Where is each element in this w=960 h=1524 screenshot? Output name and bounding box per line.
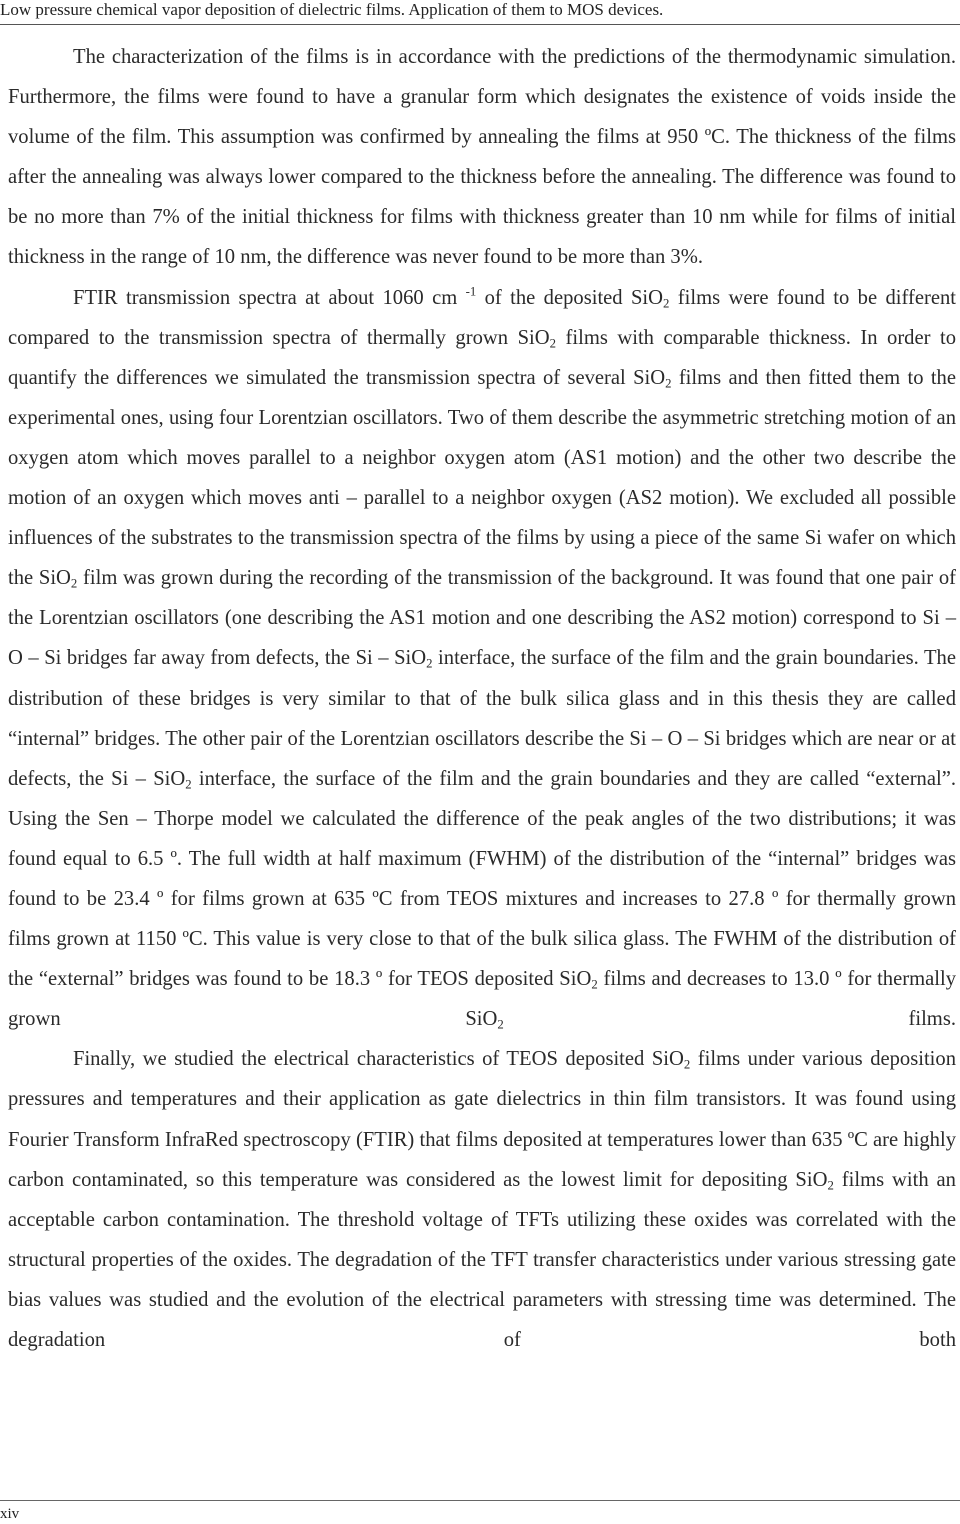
paragraph <box>8 1039 956 1360</box>
text-run: of the deposited SiO <box>476 286 664 309</box>
superscript: -1 <box>465 284 477 299</box>
text-run: films were found to be different compared to the transmission spectra of thermally grown SiO <box>8 286 956 349</box>
text-run: films with an acceptable carbon contamination. The threshold voltage of TFTs utilizing these oxides was correlated with the structural properties of the oxides. The degradation of the TFT transfer characteristics under various stressing gate bias values was studied and the evolution of the electrical parameters with stressing time was determined. The degradation of both <box>8 1168 956 1351</box>
paragraph <box>8 37 956 278</box>
text-run: films under various deposition pressures and temperatures and their application as gate dielectrics in thin film transistors. It was found using Fourier Transform InfraRed spectroscopy (FTIR) that films deposited at temperatures lower than 635 ºC are highly carbon contaminated, so this temperature was considered as the lowest limit for depositing SiO <box>8 1048 956 1191</box>
text-run: film was grown during the recording of the transmission of the background. It was found that one pair of the Lorentzian oscillators (one describing the AS1 motion and one describing the AS2 motion) correspond to Si – O – Si bridges far away from defects, the Si – SiO <box>8 567 957 670</box>
subscript: 2 <box>70 576 78 591</box>
text-run: The characterization of the films is in accordance with the predictions of the thermodynamic simulation. Furthermore, the films were found to have a granular form which designates the existence of voids inside the volume of the film. This assumption was confirmed by annealing the films at 950 ºC. The thickness of the films after the annealing was always lower compared to the thickness before the annealing. The difference was found to be no more than 7% of the initial thickness for films with thickness greater than 10 nm while for films of initial thickness in the range of 10 nm, the difference was never found to be more than 3%. <box>8 46 956 269</box>
paragraph <box>8 278 956 1040</box>
footer-divider <box>0 1500 960 1501</box>
text-run: FTIR transmission spectra at about 1060 cm <box>73 286 466 309</box>
subscript: 2 <box>683 1057 691 1072</box>
text-run: films and then fitted them to the experimental ones, using four Lorentzian oscillators. Two of them describe the asymmetric stretching motion of an oxygen atom which moves parallel to a neighbor oxygen atom (AS1 motion) and the other two describe the motion of an oxygen which moves anti – parallel to a neighbor oxygen (AS2 motion). We excluded all possible influences of the substrates to the transmission spectra of the films by using a piece of the same Si wafer on which the SiO <box>8 366 956 590</box>
subscript: 2 <box>426 656 433 671</box>
text-run: Finally, we studied the electrical characteristics of TEOS deposited SiO <box>73 1048 684 1071</box>
text-run: films with comparable thickness. In order to quantify the differences we simulated the transmission spectra of several SiO <box>8 326 956 389</box>
subscript: 2 <box>185 777 192 792</box>
header-divider <box>0 24 960 25</box>
subscript: 2 <box>591 977 598 992</box>
subscript: 2 <box>665 376 672 391</box>
subscript: 2 <box>549 336 557 351</box>
text-run: interface, the surface of the film and the grain boundaries. The distribution of these bridges is very similar to that of the bulk silica glass and in this thesis they are called “internal” bridges. The other pair of the Lorentzian oscillators describe the Si – O – Si bridges which are near or at defects, the Si – SiO <box>8 647 956 790</box>
text-run: interface, the surface of the film and the grain boundaries and they are called “external”. Using the Sen – Thorpe model we calculated the difference of the peak angles of the two distributions; it was found equal to 6.5 º. The full width at half maximum (FWHM) of the distribution of the “internal” bridges was found to be 23.4 º for films grown at 635 ºC from TEOS mixtures and increases to 27.8 º for thermally grown films grown at 1150 ºC. This value is very close to that of the bulk silica glass. The FWHM of the distribution of the “external” bridges was found to be 18.3 º for TEOS deposited SiO <box>8 767 957 991</box>
page-number: xiv <box>0 1506 20 1522</box>
body-text <box>8 37 956 1360</box>
text-run: films. <box>503 1008 956 1031</box>
running-header-title: Low pressure chemical vapor deposition of dielectric films. Application of them to MOS devices. <box>0 0 664 19</box>
subscript: 2 <box>497 1017 504 1032</box>
subscript: 2 <box>663 296 670 311</box>
subscript: 2 <box>827 1178 834 1193</box>
text-run: films and decreases to 13.0 º for thermally grown SiO <box>8 968 956 1031</box>
